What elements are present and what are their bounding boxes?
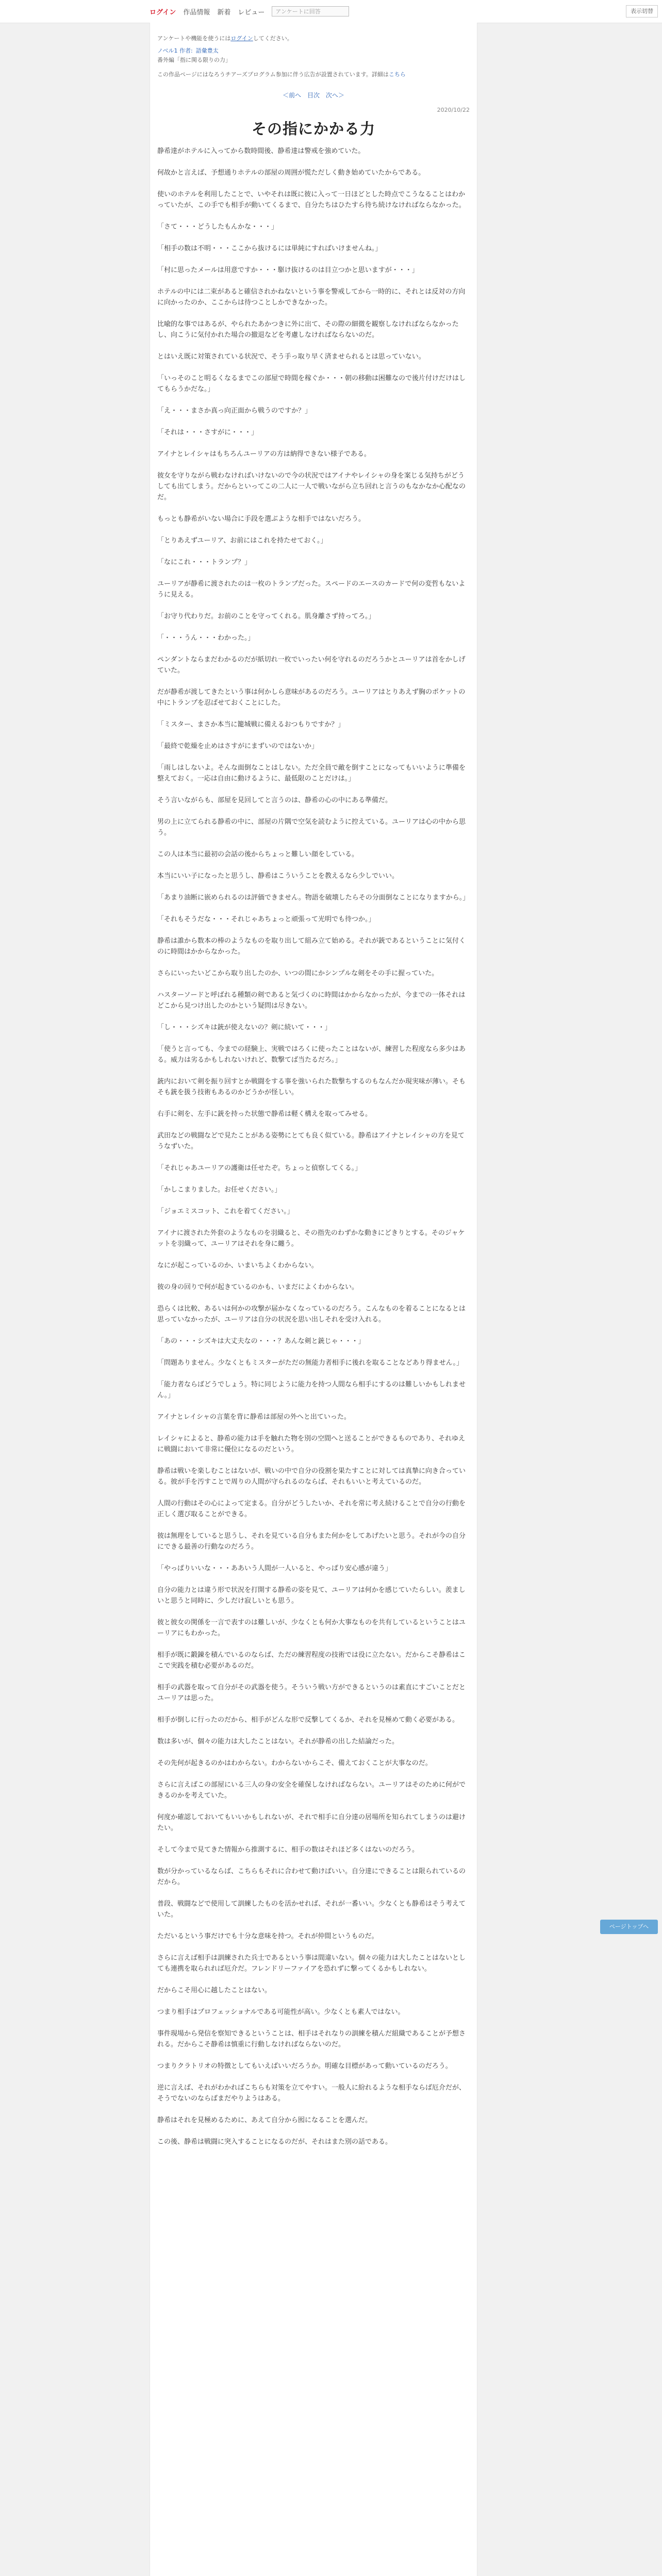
page-header [150,23,477,79]
body-paragraph: 何故かと言えば、予想通りホテルの部屋の周囲が慌ただしく動き始めていたからである。 [157,169,425,177]
body-paragraph: 比喩的な事ではあるが、やられたあかつきに外に出て、その際の細微を観察しなければならなかったし、向こうに気付かれた場合の撤退などを考慮しなければならないのだ。 [157,320,459,339]
body-paragraph: 「なにこれ・・・トランプ？」 [157,558,252,566]
body-paragraph: 右手に剣を、左手に銃を持った状態で静希は軽く構えを取ってみせる。 [157,1110,372,1118]
body-paragraph: とはいえ既に対策されている状況で、そう手っ取り早く済ませられるとは思っていない。 [157,353,425,361]
notice-prefix: アンケートや機能を使うには [157,35,231,42]
body-paragraph: 使いのホテルを利用したことで、いやそれは既に彼に入って一日ほどとした時点でこうなることはわかっていたが、この手でも相手が動いてくるまで、自分たちはひたすら待ち続けなければならなかった。 [157,191,466,209]
body-paragraph: さらに言えばこの部屋にいる三人の身の安全を確保しなければならない。ユーリアはそのために何ができるのかを考えていた。 [157,1781,466,1800]
body-paragraph: この後、静希は戦闘に突入することになるのだが、それはまた別の話である。 [157,2138,392,2146]
body-paragraph: 逆に言えば、それがわかればこちらも対策を立てやすい。一般人に紛れるような相手ならば厄介だが、そうでないのならばまだやりようはある。 [157,2084,466,2103]
body-paragraph: アイナに渡された外套のようなものを羽織ると、その指先のわずかな動きにどきりとする。そのジャケットを羽織って、ユーリアはそれを身に纏う。 [157,1229,465,1248]
body-paragraph: 男の上に立てられる静希の中に、部屋の片隅で空気を読むように控えている。ユーリアは心の中から思う。 [157,818,466,837]
body-paragraph: つまりクラトリオの特徴としてもいえばいいだろうか。明確な目標があって動いているのだろう。 [157,2062,452,2070]
body-paragraph: 静希はそれを見極めるために、あえて自分から囮になることを選んだ。 [157,2116,372,2124]
novel-page [150,23,477,2576]
chapter-pager [150,91,477,99]
body-paragraph: 「それじゃあユーリアの護衛は任せたぞ。ちょっと偵察してくる。」 [157,1164,362,1172]
body-paragraph: アイナとレイシャの言葉を背に静希は部屋の外へと出ていった。 [157,1413,351,1421]
body-paragraph: 静希は誰から数本の棒のようなものを取り出して組み立て始める。それが銃であるということに気付くのに時間はかからなかった。 [157,937,466,956]
chapter-title: その指にかかる力 [251,120,375,138]
ad-details-link[interactable]: こちら [388,71,406,78]
body-paragraph: 「かしこまりました。お任せください。」 [157,1186,282,1194]
body-paragraph: 恐らくは比較、あるいは何かの攻撃が届かなくなっているのだろう。こんなものを着ることになるとは思っていなかったが、ユーリアは自分の状況を思い出しそれを受け入れる。 [157,1305,466,1324]
body-paragraph: アイナとレイシャはもちろんユーリアの方は納得できない様子である。 [157,450,371,458]
ad-text: この作品ページにはなろうチアーズプログラム参加に伴う広告が設置されています。詳細は [157,71,389,78]
novel-body [150,139,477,2147]
body-paragraph: 「いっそのこと明るくなるまでこの部屋で時間を稼ぐか・・・朝の移動は困難なので後片付けだけはしてもらうかだな。」 [157,375,466,393]
notice-suffix: してください。 [253,35,293,42]
novels-link[interactable]: 作品情報 [183,8,210,16]
body-paragraph: さらにいったいどこから取り出したのか、いつの間にかシンプルな剣をその手に握っていた。 [157,970,439,977]
ad-notice [157,70,470,79]
login-notice [157,34,470,43]
body-paragraph: 彼の身の回りで何が起きているのかも、いまだによくわからない。 [157,1283,359,1291]
body-paragraph: 「最終で乾燥を止めはさすがにまずいのではないか」 [157,742,319,750]
body-paragraph: つまり相手はプロフェッショナルである可能性が高い。少なくとも素人ではない。 [157,2008,405,2016]
body-paragraph: 相手が既に鍛錬を積んでいるのならば、ただの練習程度の技術では役に立たない。だからこそ静希はここで実践を積む必要があるのだ。 [157,1651,466,1670]
body-paragraph: 「え・・・まさか真っ向正面から戦うのですか？」 [157,407,312,415]
body-paragraph: 本当にいい子になったと思うし、静希はこういうことを教えるなら少しでいい。 [157,872,399,880]
body-paragraph: 「あの・・・シズキは大丈夫なの・・・？あんな剣と銃じゃ・・・」 [157,1337,365,1345]
post-date: 2020/10/22 [437,107,470,113]
display-toggle-button[interactable]: 表示切替 [626,5,658,18]
body-paragraph: 彼と彼女の関係を一言で表すのは難しいが、少なくとも何か大事なものを共有しているということはユーリアにもわかった。 [157,1619,466,1637]
body-paragraph: 「・・・うん・・・わかった。」 [157,634,255,642]
body-paragraph: 静希は戦いを楽しむことはないが、戦いの中で自分の役割を果たすことに対しては真摯に向き合っている。彼が手を汚すことで周りの人間が守られるのならば、それもいいと考えているのだ。 [157,1467,466,1486]
body-paragraph: ハスターソードと呼ばれる種類の剣であると気づくのに時間はかからなかったが、今までの一体それはどこから見つけ出したのかという疑問は尽きない。 [157,991,466,1010]
body-paragraph: 「やっぱりいいな・・・ああいう人間が一人いると、やっぱり安心感が違う」 [157,1565,392,1572]
body-paragraph: 「村に思ったメールは用意ですか・・・駆け抜けるのは目立つかと思いますが・・・」 [157,266,419,274]
body-paragraph: なにが起こっているのか、いまいちよくわからない。 [157,1262,318,1269]
new-link[interactable]: 新着 [217,8,231,16]
body-paragraph: そう言いながらも、部屋を見回してと言うのは、静希の心の中にある準備だ。 [157,796,392,804]
body-paragraph: 「ジョエミスコット、これを着てください。」 [157,1208,294,1215]
next-chapter-link[interactable]: 次へ＞ [325,92,344,99]
body-paragraph: ホテルの中には二束があると確信されかねないという事を警戒してから一時的に、それとは反対の方向に向かったのか、ここからは待つことしかできなかった。 [157,288,466,307]
body-paragraph: その先何が起きるのかはわからない。わからないからこそ、備えておくことが大事なのだ。 [157,1759,432,1767]
body-paragraph: 「問題ありません。少なくともミスターがただの無能力者相手に後れを取ることなどあり得ません。」 [157,1359,464,1367]
author-link[interactable]: 語彙豊太 [195,47,219,54]
body-paragraph: この人は本当に最初の会話の後からちょっと難しい顔をしている。 [157,851,359,858]
body-paragraph: レイシャによると、静希の能力は手を触れた物を別の空間へと送ることができるものであり、それゆえに戦闘において非常に優位になるのだという。 [157,1435,466,1453]
body-paragraph: ペンダントならまだわかるのだが紙切れ一枚でいったい何を守れるのだろうかとユーリアは首をかしげていた。 [157,656,466,674]
body-paragraph: だからこそ用心に越したことはない。 [157,1987,272,1994]
chapter-line: 番外編「指に関る限りの力」 [157,57,231,63]
body-paragraph: 「お守り代わりだ。お前のことを守ってくれる。肌身離さず持ってろ。」 [157,613,375,620]
body-paragraph: 静希達がホテルに入ってから数時間後、静希達は警戒を強めていた。 [157,147,365,155]
series-meta [157,46,470,56]
body-paragraph: 数が分かっているならば、こちらもそれに合わせて動けばいい。自分達にできることは限られているのだから。 [157,1868,466,1886]
review-link[interactable]: レビュー [238,8,265,16]
body-paragraph: 「相手の数は不明・・・ここから抜けるには単純にすればいけませんね。」 [157,245,382,252]
index-link[interactable]: 目次 [307,92,320,99]
body-paragraph: 相手の武器を取って自分がその武器を使う。そういう戦い方ができるというのは素直にすごいことだとユーリアは思った。 [157,1684,466,1702]
body-paragraph: 「雨しはしないよ。そんな面倒なことはしない。ただ全員で敵を倒すことになってもいいように準備を整えておく。一応は自由に動けるように、最低限のことだけは。」 [157,764,466,783]
body-paragraph: 人間の行動はその心によって定まる。自分がどうしたいか、それを常に考え続けることで自分の行動を正しく選び取ることができる。 [157,1500,466,1518]
body-paragraph: 自分の能力とは違う形で状況を打開する静希の姿を見て、ユーリアは何かを感じていたらしい。羨ましいと思うと同時に、少しだけ寂しいとも思う。 [157,1586,466,1605]
survey-button[interactable]: アンケートに回答 [272,6,349,16]
body-paragraph: ユーリアが静希に渡されたのは一枚のトランプだった。スペードのエースのカードで何の変哲もないように見える。 [157,580,466,599]
top-nav-links [150,5,349,18]
body-paragraph: 「さて・・・どうしたもんかな・・・」 [157,223,278,231]
series-label: ノベル1 作者: [157,47,193,54]
body-paragraph: 彼は無理をしていると思うし、それを見ている自分もまた何かをしてあげたいと思う。それが今の自分にできる最善の行動なのだろう。 [157,1532,466,1551]
body-paragraph: 事件現場から発信を察知できるということは、相手はそれなりの訓練を積んだ組織であることが予想される。だからこそ静希は慎重に行動しなければならないのだ。 [157,2030,466,2048]
body-paragraph: 「とりあえずユーリア、お前にはこれを持たせておく。」 [157,537,327,545]
body-paragraph: 数は多いが、個々の能力は大したことはない。それが静希の出した結論だった。 [157,1738,399,1745]
body-paragraph: 「それは・・・さすがに・・・」 [157,429,258,436]
body-paragraph: 何度か確認しておいてもいいかもしれないが、それで相手に自分達の居場所を知られてしまうのは避けたい。 [157,1814,466,1832]
body-paragraph: もっとも静希がいない場合に手段を選ぶような相手ではないだろう。 [157,515,366,523]
body-paragraph: 「し・・・シズキは銃が使えないの？剣に続いて・・・」 [157,1024,332,1031]
body-paragraph: 武田などの戦闘などで見たことがある姿勢にとても良く似ている。静希はアイナとレイシャの方を見てうなずいた。 [157,1132,465,1150]
body-paragraph: 銃内において剣を振り回すとか戦闘をする事を強いられた数撃ちするのもなんだか現実味が薄い。そもそも銃を扱う技術もあるのかどうかが怪しい。 [157,1078,466,1096]
page-top-tab[interactable]: ページトップへ [600,1920,658,1934]
body-paragraph: だが静希が渡してきたという事は何かしら意味があるのだろう。ユーリアはとりあえず胸のポケットの中にトランプを忍ばせておくことにした。 [157,688,466,707]
top-navigation-bar [0,0,662,23]
body-paragraph: ただいるという事だけでも十分な意味を持つ。それが仲間というものだ。 [157,1933,378,1940]
body-paragraph: 「使うと言っても、今までの経験上、実戦ではろくに使ったことはないが、練習した程度なら多少はある。威力は劣るかもしれないけれど、数撃てば当たるだろ。」 [157,1045,466,1064]
notice-login-link[interactable]: ログイン [230,35,253,42]
body-paragraph: 彼女を守りながら戦わなければいけないので今の状況ではアイナやレイシャの身を案じる気持ちがどうしても出てしまう。だからといってこの二人に一人で戦いながら立ち回れと言うのもなかなか心配なのだ。 [157,472,466,501]
body-paragraph: 「ミスター、まさか本当に籠城戦に備えるおつもりですか？」 [157,721,345,728]
body-paragraph: 相手が倒しに行ったのだから、相手がどんな形で反撃してくるか、それを見極めて動く必要がある。 [157,1716,459,1724]
body-paragraph: 「能力者ならばどうでしょう。特に同じように能力を持つ人間なら相手にするのは難しいかもしれません。」 [157,1381,466,1399]
body-paragraph: 普段、戦闘などで使用して訓練したものを活かせれば、それが一番いい。少なくとも静希はそう考えていた。 [157,1900,466,1919]
login-link[interactable]: ログイン [150,8,176,16]
prev-chapter-link[interactable]: ＜前へ [283,92,302,99]
body-paragraph: さらに言えば相手は訓練された兵士であるという事は間違いない。個々の能力は大したことはないとしても連携を取られれば厄介だ。フレンドリーファイアを恐れずに撃ってくるかもしれない。 [157,1954,466,1973]
body-paragraph: そして今まで見てきた情報から推測するに、相手の数はそれほど多くはないのだろう。 [157,1846,419,1854]
body-paragraph: 「あまり油断に嵌められるのは評価できません。物語を破壊したらその分面倒なことになりますから。」 [157,894,470,902]
body-paragraph: 「それもそうだな・・・それじゃあちょっと頑張って光明でも待つか。」 [157,916,375,923]
